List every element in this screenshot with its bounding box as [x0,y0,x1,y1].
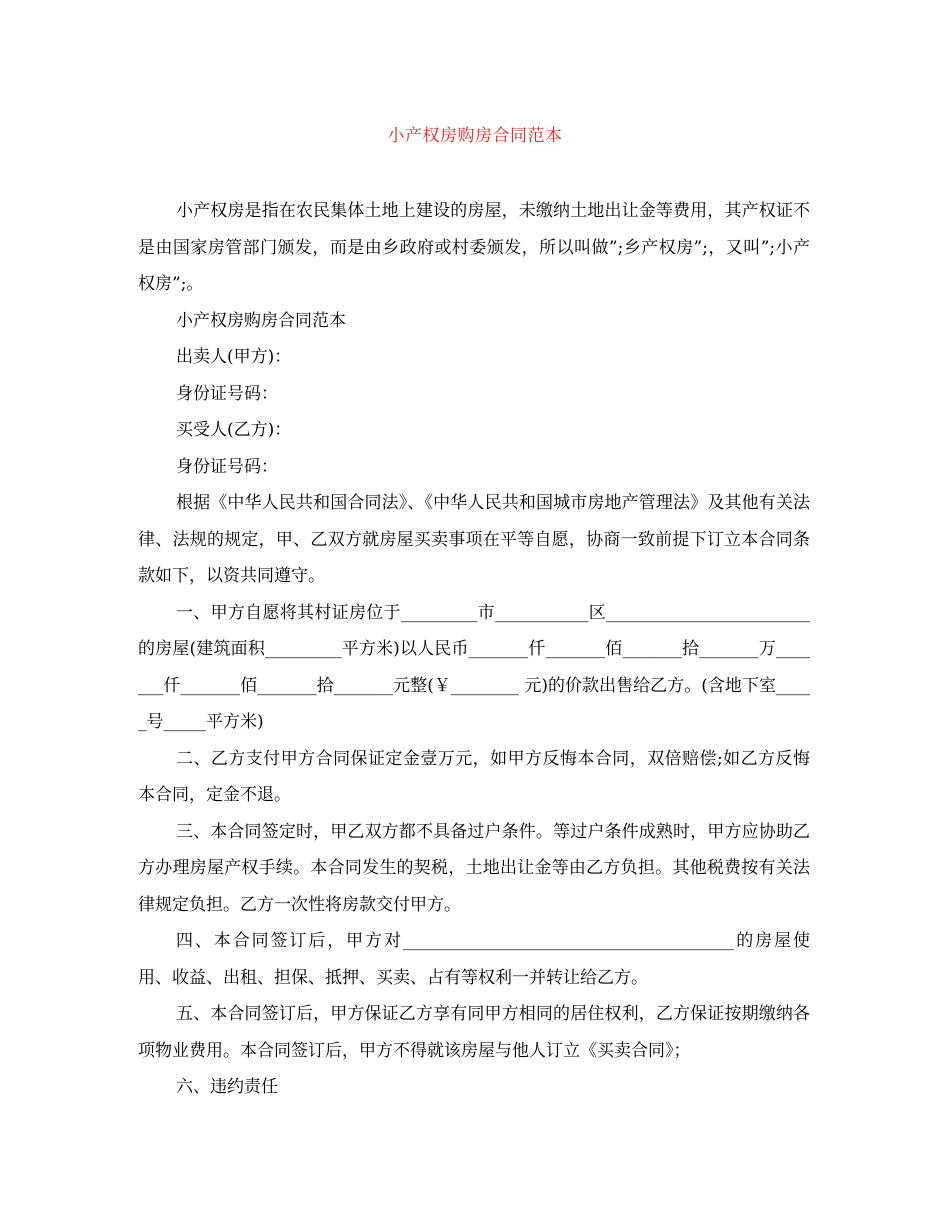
paragraph-clause-6: 六、违约责任 [176,1077,278,1097]
paragraph-seller-id: 身份证号码： [176,383,278,404]
document-body [138,193,810,1106]
paragraph-buyer: 买受人(乙方)： [176,420,292,440]
paragraph-clause-4: 四、本合同签订后，甲方对_______________________________________的房屋使用、收益、出租、担保、抵押、买卖、占有等权利一并转让给乙方。 [138,931,810,988]
paragraph-subtitle: 小产权房购房合同范本 [176,310,346,331]
paragraph-clause-2: 二、乙方支付甲方合同保证定金壹万元，如甲方反悔本合同，双倍赔偿;如乙方反悔本合同，定金不退。 [138,748,810,805]
paragraph-buyer-id: 身份证号码： [176,456,278,477]
paragraph-preamble: 根据《中华人民共和国合同法》、《中华人民共和国城市房地产管理法》及其他有关法 律、法规的规定，甲、乙双方就房屋买卖事项在平等自愿，协商一致前提下订立本合同条款如下，以资共同遵守。 [138,493,810,586]
paragraph-clause-1: 一、甲方自愿将其村证房位于_________市___________区________________________的房屋(建筑面积_________平方米)以人民币_______仟_______佰_______拾_______万_______仟_______佰_______拾_______元整(￥________ 元)的价款出售给乙方。(含地下室_____号_____平方米) [138,602,810,732]
paragraph-clause-5: 五、本合同签订后，甲方保证乙方享有同甲方相同的居住权利，乙方保证按期缴纳各项物业费用。本合同签订后，甲方不得就该房屋与他人订立《买卖合同》； [138,1004,810,1061]
paragraph-definition: 小产权房是指在农民集体土地上建设的房屋，未缴纳土地出让金等费用，其产权证不是由国家房管部门颁发，而是由乡政府或村委颁发，所以叫做”;乡产权房”;，又叫”;小产权房”;。 [138,201,810,294]
paragraph-seller: 出卖人(甲方)： [176,347,292,367]
paragraph-clause-3: 三、本合同签定时，甲乙双方都不具备过户条件。等过户条件成熟时，甲方应协助乙方办理房屋产权手续。本合同发生的契税，土地出让金等由乙方负担。其他税费按有关法律规定负担。乙方一次性将房款交付甲方。 [138,821,810,915]
document-title: 小产权房购房合同范本 [387,126,563,146]
